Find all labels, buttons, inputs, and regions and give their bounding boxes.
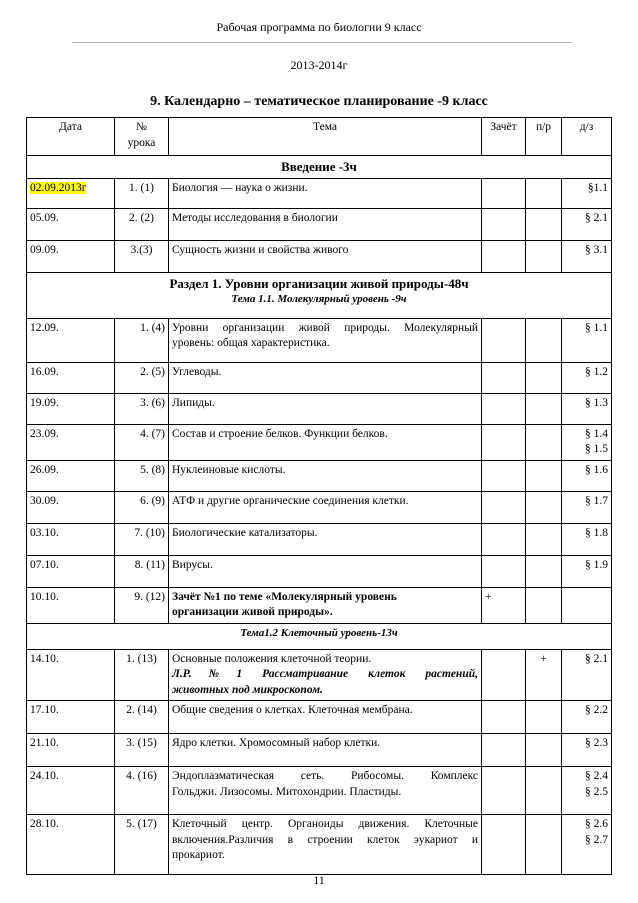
- homework-cell: §1.1: [562, 178, 612, 208]
- col-header-homework: д/з: [562, 118, 612, 156]
- table-row: [27, 178, 612, 208]
- practical-cell: [526, 734, 562, 767]
- lesson-number-cell: 8. (11): [115, 555, 169, 587]
- practical-cell: [526, 240, 562, 272]
- practical-cell: [526, 208, 562, 240]
- document-title: 9. Календарно – тематическое планирование -9 класс: [150, 94, 488, 109]
- homework-cell: § 1.8: [562, 523, 612, 555]
- date-cell: 09.09.: [27, 240, 115, 272]
- practical-cell: [526, 587, 562, 623]
- running-header-title: Рабочая программа по биологии 9 класс: [216, 20, 422, 34]
- col-header-test: Зачёт: [482, 118, 526, 156]
- date-cell: 30.09.: [27, 491, 115, 523]
- homework-cell: § 1.7: [562, 491, 612, 523]
- topic-cell: Общие сведения о клетках. Клеточная мембрана.: [169, 701, 482, 734]
- lesson-number-cell: 1. (4): [115, 318, 169, 362]
- date-cell: 19.09.: [27, 393, 115, 424]
- col-header-date: Дата: [27, 118, 115, 156]
- practical-cell: [526, 701, 562, 734]
- practical-cell: [526, 318, 562, 362]
- date-cell: 02.09.2013г: [27, 178, 115, 208]
- topic-cell: Липиды.: [169, 393, 482, 424]
- test-cell: [482, 240, 526, 272]
- section-row: [27, 272, 612, 318]
- lesson-number-cell: 3.(3): [115, 240, 169, 272]
- col-header-topic: Тема: [169, 118, 482, 156]
- test-cell: [482, 555, 526, 587]
- section-cell: [27, 272, 612, 318]
- page-number: 11: [313, 873, 325, 887]
- running-header-year: 2013-2014г: [290, 58, 348, 72]
- col-header-number: № урока: [115, 118, 169, 156]
- homework-cell: § 2.6 § 2.7: [562, 815, 612, 875]
- lesson-number-cell: 1. (13): [115, 649, 169, 701]
- topic-cell: Эндоплазматическая сеть. Рибосомы. Комплекс Гольджи. Лизосомы. Митохондрии. Пластиды.: [169, 767, 482, 815]
- table-row: [27, 815, 612, 875]
- practical-cell: [526, 767, 562, 815]
- date-cell: 23.09.: [27, 424, 115, 460]
- homework-cell: [562, 587, 612, 623]
- practical-cell: [526, 491, 562, 523]
- homework-cell: § 3.1: [562, 240, 612, 272]
- lesson-number-cell: 2. (5): [115, 362, 169, 393]
- date-cell: 24.10.: [27, 767, 115, 815]
- test-cell: [482, 523, 526, 555]
- test-cell: [482, 460, 526, 491]
- practical-cell: +: [526, 649, 562, 701]
- topic-cell: Углеводы.: [169, 362, 482, 393]
- test-cell: [482, 318, 526, 362]
- homework-cell: § 2.4 § 2.5: [562, 767, 612, 815]
- topic-cell: Ядро клетки. Хромосомный набор клетки.: [169, 734, 482, 767]
- topic-cell: Нуклеиновые кислоты.: [169, 460, 482, 491]
- lesson-number-cell: 5. (17): [115, 815, 169, 875]
- header-divider: [72, 42, 572, 43]
- lesson-number-cell: 6. (9): [115, 491, 169, 523]
- date-cell: 21.10.: [27, 734, 115, 767]
- table-row: [27, 393, 612, 424]
- table-row: [27, 240, 612, 272]
- table-row: [27, 362, 612, 393]
- lesson-number-cell: 7. (10): [115, 523, 169, 555]
- lesson-plan-table: [26, 117, 612, 875]
- topic-cell: Биологические катализаторы.: [169, 523, 482, 555]
- homework-cell: § 1.4 § 1.5: [562, 424, 612, 460]
- test-cell: +: [482, 587, 526, 623]
- subsection-title-cellular: Тема1.2 Клеточный уровень-13ч: [240, 626, 398, 639]
- lesson-number-cell: 5. (8): [115, 460, 169, 491]
- topic-cell: Вирусы.: [169, 555, 482, 587]
- test-cell: [482, 815, 526, 875]
- date-cell: 03.10.: [27, 523, 115, 555]
- homework-cell: § 1.9: [562, 555, 612, 587]
- date-cell: 14.10.: [27, 649, 115, 701]
- date-cell: 16.09.: [27, 362, 115, 393]
- topic-cell: Основные положения клеточной теории. Л.Р.№1 Рассматривание клеток растений, животных под микроскопом.: [169, 649, 482, 701]
- practical-cell: [526, 523, 562, 555]
- homework-cell: § 2.1: [562, 649, 612, 701]
- test-cell: [482, 208, 526, 240]
- section-title-intro: Введение -3ч: [27, 156, 612, 179]
- table-header-row: [27, 118, 612, 156]
- lesson-number-cell: 2. (2): [115, 208, 169, 240]
- homework-cell: § 2.1: [562, 208, 612, 240]
- lesson-number-cell: 3. (15): [115, 734, 169, 767]
- date-cell: 17.10.: [27, 701, 115, 734]
- homework-cell: § 1.6: [562, 460, 612, 491]
- topic-cell: Методы исследования в биологии: [169, 208, 482, 240]
- test-cell: [482, 424, 526, 460]
- date-cell: 10.10.: [27, 587, 115, 623]
- test-cell: [482, 491, 526, 523]
- test-cell: [482, 767, 526, 815]
- topic-cell: Состав и строение белков. Функции белков.: [169, 424, 482, 460]
- table-row: [27, 208, 612, 240]
- table-row: [27, 587, 612, 623]
- test-cell: [482, 362, 526, 393]
- lesson-number-cell: 4. (7): [115, 424, 169, 460]
- topic-cell: АТФ и другие органические соединения клетки.: [169, 491, 482, 523]
- test-cell: [482, 393, 526, 424]
- table-row: [27, 767, 612, 815]
- lesson-number-cell: 3. (6): [115, 393, 169, 424]
- test-cell: [482, 178, 526, 208]
- homework-cell: § 1.1: [562, 318, 612, 362]
- date-cell: 28.10.: [27, 815, 115, 875]
- topic-cell: Биология — наука о жизни.: [169, 178, 482, 208]
- practical-cell: [526, 362, 562, 393]
- subsection-title-molecular: Тема 1.1. Молекулярный уровень -9ч: [231, 293, 407, 306]
- lesson-number-cell: 2. (14): [115, 701, 169, 734]
- date-cell: 05.09.: [27, 208, 115, 240]
- section-title-1: Раздел 1. Уровни организации живой природы-48ч: [169, 275, 469, 291]
- date-cell: 12.09.: [27, 318, 115, 362]
- homework-cell: § 2.3: [562, 734, 612, 767]
- topic-cell: Уровни организации живой природы. Молекулярный уровень: общая характеристика.: [169, 318, 482, 362]
- table-row: [27, 555, 612, 587]
- section-cell: [27, 623, 612, 649]
- lesson-number-cell: 4. (16): [115, 767, 169, 815]
- homework-cell: § 2.2: [562, 701, 612, 734]
- test-cell: [482, 649, 526, 701]
- topic-cell: Сущность жизни и свойства живого: [169, 240, 482, 272]
- table-row: [27, 734, 612, 767]
- practical-cell: [526, 460, 562, 491]
- table-row: [27, 701, 612, 734]
- table-row: [27, 649, 612, 701]
- test-cell: [482, 701, 526, 734]
- table-row: [27, 523, 612, 555]
- topic-cell: Зачёт №1 по теме «Молекулярный уровень организации живой природы».: [169, 587, 482, 623]
- practical-cell: [526, 815, 562, 875]
- section-row: [27, 156, 612, 179]
- table-row: [27, 424, 612, 460]
- section-row: [27, 623, 612, 649]
- lesson-number-cell: 9. (12): [115, 587, 169, 623]
- test-cell: [482, 734, 526, 767]
- table-row: [27, 491, 612, 523]
- table-row: [27, 318, 612, 362]
- topic-cell: Клеточный центр. Органоиды движения. Клеточные включения.Различия в строении клеток эукариот и прокариот.: [169, 815, 482, 875]
- practical-cell: [526, 393, 562, 424]
- table-row: [27, 460, 612, 491]
- lesson-number-cell: 1. (1): [115, 178, 169, 208]
- date-cell: 26.09.: [27, 460, 115, 491]
- homework-cell: § 1.3: [562, 393, 612, 424]
- date-cell: 07.10.: [27, 555, 115, 587]
- practical-cell: [526, 178, 562, 208]
- homework-cell: § 1.2: [562, 362, 612, 393]
- col-header-practical: п/р: [526, 118, 562, 156]
- practical-cell: [526, 555, 562, 587]
- practical-cell: [526, 424, 562, 460]
